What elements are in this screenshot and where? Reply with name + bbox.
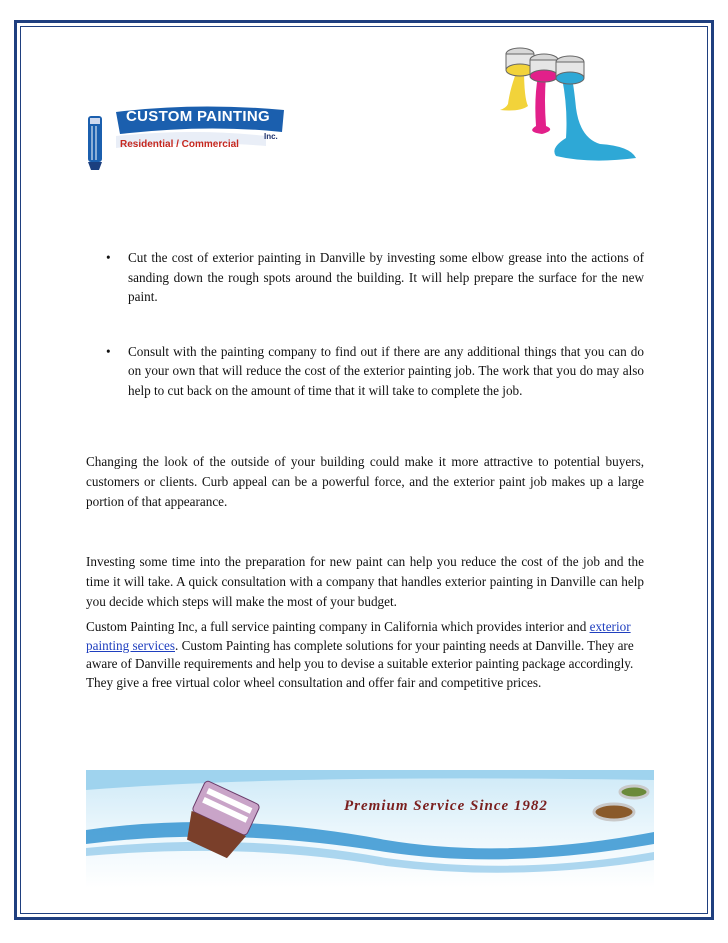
paragraph-company (86, 618, 644, 692)
company-logo (86, 106, 292, 170)
paint-cans-illustration (480, 38, 640, 180)
logo-title: CUSTOM PAINTING (126, 108, 270, 125)
banner-tagline: Premium Service Since 1982 (344, 798, 548, 814)
bullet-marker: • (106, 250, 111, 265)
paragraph-company-rest: . Custom Painting has complete solutions for your painting needs at Danville. They are aware of Danville requirements and help you to devise a suitable exterior painting package accordingly. They give a free virtual color wheel consultation and offer fair and competitive prices. (86, 637, 634, 690)
bullet-text: Consult with the painting company to find out if there are any additional things that you can do on your own that will reduce the cost of the exterior painting job. The work that you do may also help to cut back on the amount of time that it will take to complete the job. (128, 343, 644, 398)
bullet-marker: • (106, 343, 111, 359)
logo-inc: Inc. (264, 132, 278, 141)
list-item (86, 342, 644, 401)
list-item (86, 248, 644, 307)
exterior-painting-services-link[interactable]: exterior painting services (86, 619, 631, 653)
banner-background-icon (86, 770, 654, 888)
bullet-text: Cut the cost of exterior painting in Danville by investing some elbow grease into the actions of sanding down the rough spots around the building. It will help prepare the surface for the new paint. (128, 250, 644, 304)
logo-subtitle: Residential / Commercial (120, 139, 239, 150)
paint-cans-icon (480, 38, 640, 180)
paragraph-company-lead: Custom Painting Inc, a full service painting company in California which provides interior and (86, 619, 590, 634)
premium-service-banner (86, 770, 654, 888)
tips-list (86, 248, 644, 400)
paragraph-preparation: Investing some time into the preparation for new paint can help you reduce the cost of the job and the time it will take. A quick consultation with a company that handles exterior painting in Danville can help you decide which steps will make the most of your budget. (86, 554, 644, 609)
paragraph-curb-appeal: Changing the look of the outside of your building could make it more attractive to potential buyers, customers or clients. Curb appeal can be a powerful force, and the exterior paint job makes up a large portion of that appearance. (86, 454, 644, 509)
